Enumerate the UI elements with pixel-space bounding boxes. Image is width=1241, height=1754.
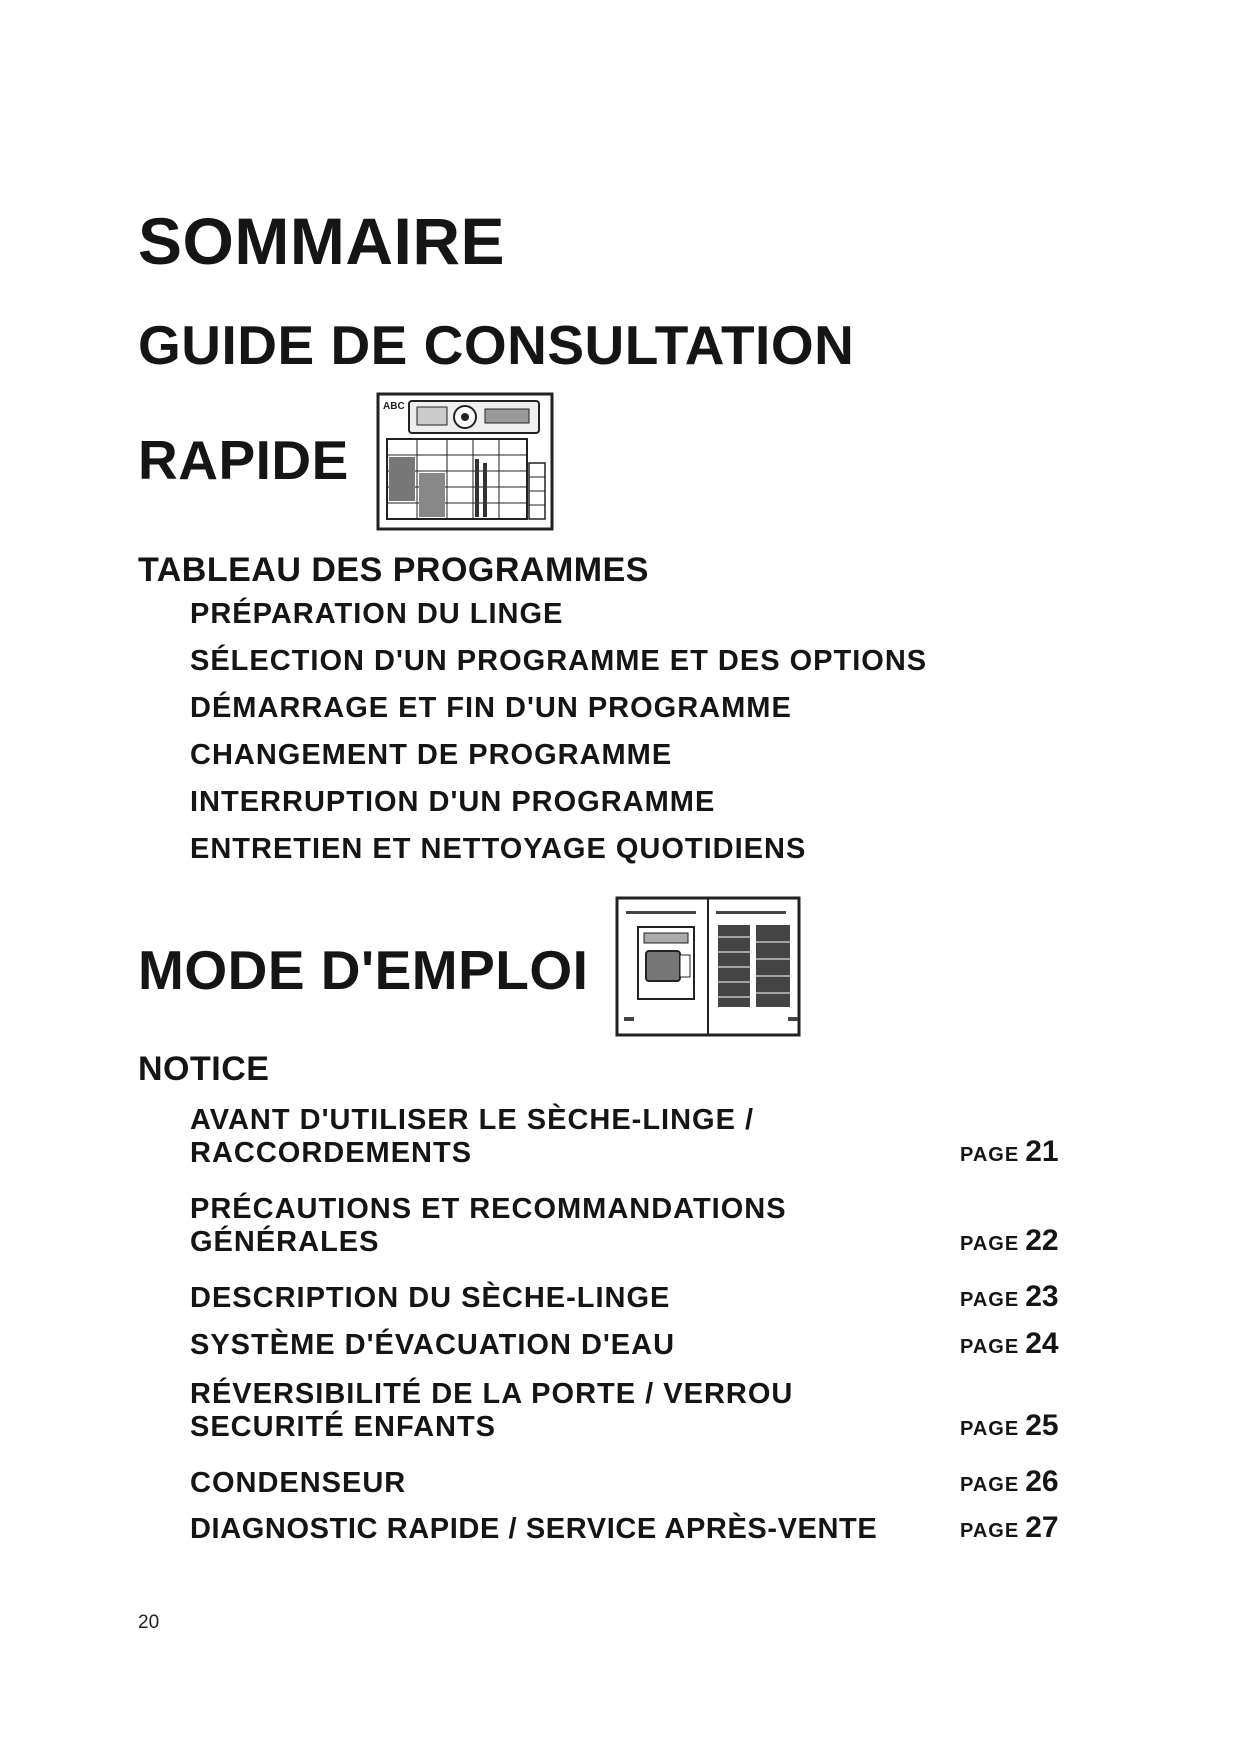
page-number: 23: [1025, 1280, 1059, 1313]
guide-item: ENTRETIEN ET NETTOYAGE QUOTIDIENS: [190, 833, 807, 865]
toc-entry-line: SECURITÉ ENFANTS: [190, 1411, 497, 1443]
toc-page-ref: [960, 1282, 1059, 1312]
page-number: 27: [1025, 1511, 1059, 1544]
guide-section-title: TABLEAU DES PROGRAMMES: [138, 551, 649, 589]
toc-entry-line: CONDENSEUR: [190, 1467, 407, 1499]
toc-entry-line: DIAGNOSTIC RAPIDE / SERVICE APRÈS-VENTE: [190, 1513, 878, 1545]
mode-heading: MODE D'EMPLOI: [138, 939, 589, 1001]
guide-item: CHANGEMENT DE PROGRAMME: [190, 739, 673, 771]
page-number: 24: [1025, 1327, 1059, 1360]
page-word: PAGE: [960, 1418, 1020, 1440]
guide-item: INTERRUPTION D'UN PROGRAMME: [190, 786, 716, 818]
page-word: PAGE: [960, 1233, 1020, 1255]
guide-heading-line2: RAPIDE: [138, 429, 349, 491]
guide-heading-line1: GUIDE DE CONSULTATION: [138, 314, 855, 376]
page-number-footer: 20: [138, 1612, 160, 1633]
toc-entry-line: RÉVERSIBILITÉ DE LA PORTE / VERROU: [190, 1378, 794, 1410]
toc-entry-line: RACCORDEMENTS: [190, 1137, 473, 1169]
toc-entry-line: AVANT D'UTILISER LE SÈCHE-LINGE /: [190, 1104, 755, 1136]
page-number: 26: [1025, 1465, 1059, 1498]
page-word: PAGE: [960, 1520, 1020, 1542]
page-word: PAGE: [960, 1474, 1020, 1496]
page-number: 22: [1025, 1224, 1059, 1257]
mode-section-title: NOTICE: [138, 1050, 270, 1088]
illustration-label: ABC: [383, 401, 405, 412]
toc-page-ref: [960, 1329, 1059, 1359]
toc-page-ref: [960, 1513, 1059, 1543]
page-number: 25: [1025, 1409, 1059, 1442]
page-word: PAGE: [960, 1144, 1020, 1166]
page-word: PAGE: [960, 1289, 1020, 1311]
toc-page-ref: [960, 1226, 1059, 1256]
manual-illustration: [616, 897, 800, 1036]
quick-guide-illustration: [377, 393, 553, 530]
toc-entry-line: SYSTÈME D'ÉVACUATION D'EAU: [190, 1329, 676, 1361]
guide-item: PRÉPARATION DU LINGE: [190, 598, 564, 630]
page-word: PAGE: [960, 1336, 1020, 1358]
toc-page-ref: [960, 1467, 1059, 1497]
toc-entry-line: DESCRIPTION DU SÈCHE-LINGE: [190, 1282, 671, 1314]
guide-item: DÉMARRAGE ET FIN D'UN PROGRAMME: [190, 692, 792, 724]
toc-entry-line: PRÉCAUTIONS ET RECOMMANDATIONS: [190, 1193, 787, 1225]
page-number: 21: [1025, 1135, 1059, 1168]
toc-page-ref: [960, 1411, 1059, 1441]
toc-page-ref: [960, 1137, 1059, 1167]
page-title: SOMMAIRE: [138, 204, 505, 278]
toc-entry-line: GÉNÉRALES: [190, 1226, 380, 1258]
guide-item: SÉLECTION D'UN PROGRAMME ET DES OPTIONS: [190, 645, 928, 677]
